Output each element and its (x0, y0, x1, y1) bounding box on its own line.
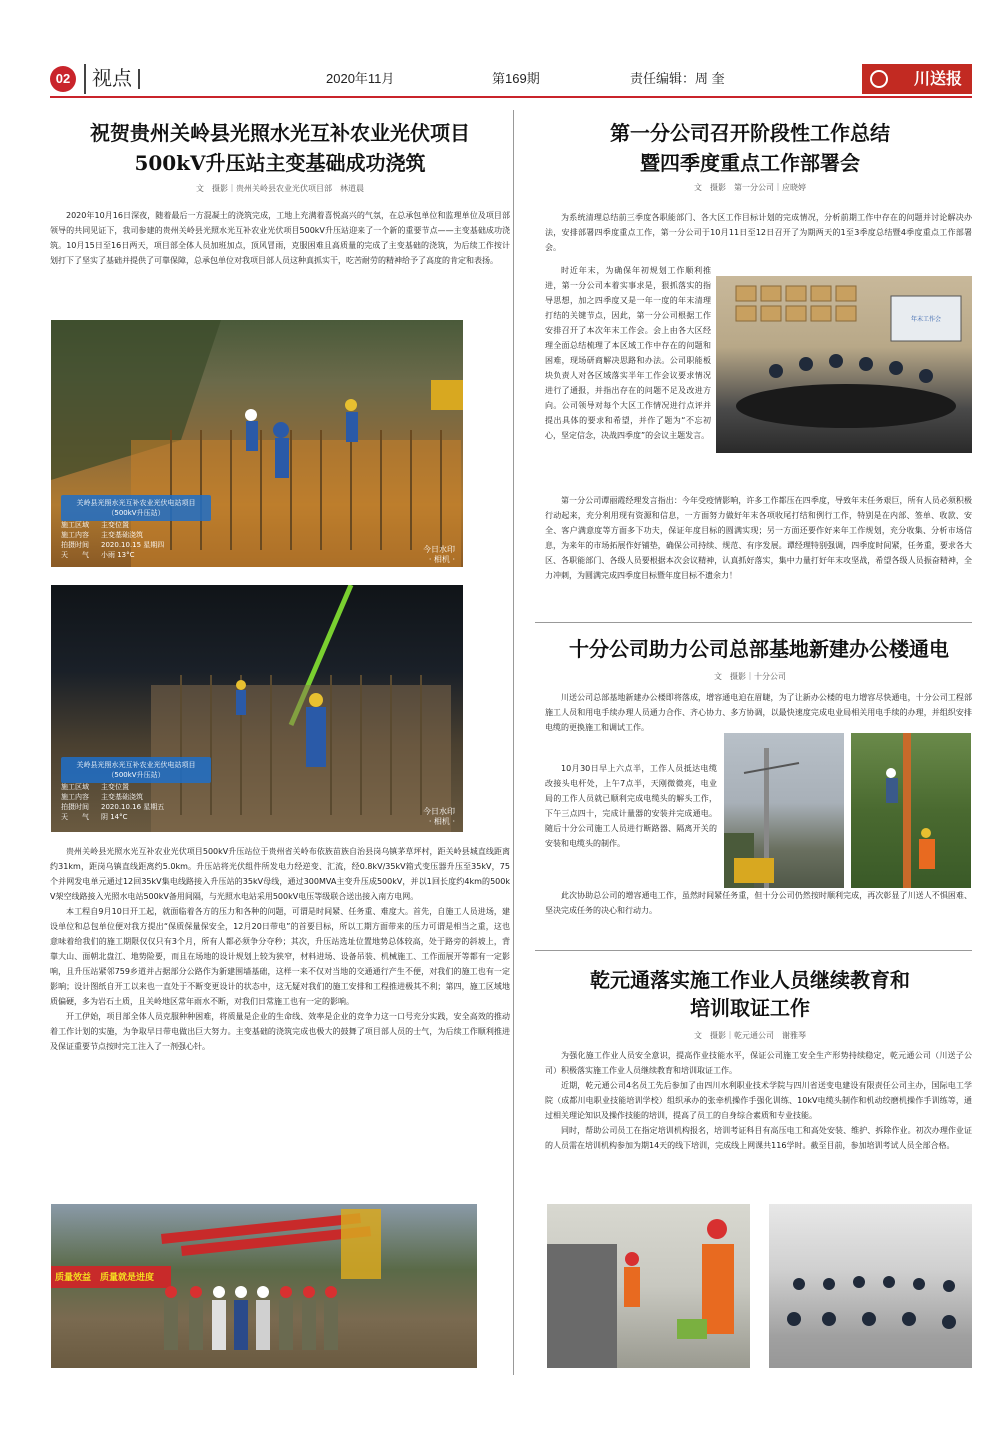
logo-text: 川送报 (913, 69, 962, 88)
watermark-line: 今日水印 (423, 545, 455, 554)
photo2-info (61, 782, 221, 822)
photo1-info-row (61, 540, 221, 550)
article1-title-line2: 500kV升压站主变基础成功浇筑 (134, 151, 426, 175)
info-key: 施工内容 (61, 793, 89, 801)
photo1-info-row (61, 550, 221, 560)
article4-title-line1: 乾元通落实施工作业人员继续教育和 (590, 968, 910, 992)
info-value: 主变位置 (101, 521, 129, 529)
article4-paragraph: 近期，乾元通公司4名员工先后参加了由四川水利职业技术学院与四川省送变电建设有限责任公司主办，国际电工学院（成都川电职业技能培训学校）组织承办的张牵机操作手强化训练、10kV电缆头制作和机动绞磨机操作手训练等，通过相关理论知识及操作技能的培训，提高了员工的自身综合素质和专业技能。 (545, 1081, 972, 1120)
info-value: 小雨 13°C (101, 551, 135, 559)
watermark-line: · 相机 · (428, 817, 455, 826)
article2-paragraph: 为系统清理总结前三季度各职能部门、各大区工作目标计划的完成情况，分析前期工作中存在的问题并讨论解决办法，安排部署四季度重点工作，第一分公司于10月11日至12日召开了为期两天的1至3季度总结暨4季度重点工作部署会。 (545, 213, 972, 252)
banner-slogan: 质量效益 质量就是进度 (55, 1273, 155, 1283)
article4-body (545, 1048, 972, 1153)
editor-credit: 责任编辑：周 奎 (630, 71, 725, 86)
article4-paragraph: 同时，帮助公司员工在指定培训机构报名，培训考证科目有高压电工和高处安装、维护、拆除作业。初次办理作业证的人员需在培训机构参加为期14天的线下培训，完成线上网课共116学时。截至目前，参加培训考试人员全部合格。 (545, 1126, 972, 1150)
article2-paragraph: 第一分公司谭丽霞经理发言指出：今年受疫情影响，许多工作都压在四季度，导致年末任务艰巨，所有人员必须积极行动起来，充分利用现有资源和信息，一方面努力做好年末各项收尾打结和例行工作，特别是在内部、签单、收款、安全、客户满意度等方面多下功夫，保证年度目标的圆满实现；另一方面还要作好来年工作规划，充分收集、分析市场信息，为来年的市场拓展作好铺垫，确保公司持续、规范、有序发展。谭经理特别强调，四季度时间紧，任务重，要求各大区、各职能部门、各级人员要根据本次会议精神，认真抓好落实，集中力量打好年末攻坚战，希望各级人员振奋精神，全力冲刺，为圆满完成四季度目标暨年度目标不遗余力！ (545, 496, 972, 580)
article2-byline: 文 摄影 第一分公司｜应晓婷 (694, 183, 806, 192)
training-photo-left (547, 1204, 750, 1368)
article3-byline: 文 摄影｜十分公司 (714, 672, 786, 681)
meeting-photo (716, 276, 972, 453)
info-value: 2020.10.16 星期五 (101, 803, 165, 811)
article2-paragraph: 时近年末，为确保年初规划工作顺利推进，第一分公司本着实事求是，狠抓落实的指导思想，加之四季度又是一年一度的年末清理打结的关键节点，因此，第一分公司根据工作安排召开了本次年末工作会。会上由各大区经理全面总结梳理了本区域工作中存在的问题和困难，现场研商解决思路和办法。公司职能板块负责人对各区域落实半年工作会议要求情况进行了通报，并指出存在的问题不足及改进方向。公司领导对每个大区工作情况进行点评并提出具体的要求和希望，并作了题为“不忘初心，坚定信念，决战四季度”的会议主题发言。 (545, 266, 711, 440)
header-rule (50, 96, 972, 98)
photo2-watermark (423, 807, 455, 827)
section-title: 视点 (84, 64, 132, 94)
article1-byline: 文 摄影｜贵州关岭县农业光伏项目部 林道晨 (196, 184, 364, 193)
screen-text: 年末工作会 (910, 316, 941, 323)
info-value: 主变基础浇筑 (101, 793, 143, 801)
photo1-caption: 关岭县光照水光互补农业光伏电站项目（500kV升压站） (61, 495, 211, 521)
article4-title (528, 966, 972, 1022)
article3-paragraph: 川送公司总部基地新建办公楼即将落成，增容通电迫在眉睫，为了让新办公楼的电力增容尽快通电，十分公司工程部施工人员和用电手续办理人员通力合作、齐心协力、多方协调，以最快速度完成电业局相关用电手续的办理，并组织安排电缆的更换施工和调试工作。 (545, 693, 972, 732)
article1-intro (50, 208, 510, 268)
header-divider (138, 69, 140, 89)
logo-mark-icon (870, 70, 888, 88)
photo2-info-row (61, 812, 221, 822)
article1-paragraph: 贵州关岭县光照水光互补农业光伏项目500kV升压站位于贵州省关岭布依族苗族自治县岗乌镇茅草坪村，距关岭县城直线距离约31km，距岗乌镇直线距离约5.0km。升压站将光伏组件所发电力经逆变、汇流，经0.8kV/35kV箱式变压器升压至35kV，75个并网发电单元通过12回35kV集电线路接入升压站的35kV母线，通过300MVA主变升压成500kV，并以1回长度约4km的500kV架空线路接入光照水电站500kV备用间隔，与光照水电站采用500kV电压等级联合送出接入南方电网。 (50, 847, 510, 901)
article1-paragraph: 本工程自9月10日开工起，就面临着各方的压力和各种的问题，可谓是时间紧、任务重、难度大。首先，自施工人员进场，建设单位和总包单位便对我方提出“保质保量保安全，12月20日带电”的首要目标，所以工期方面带来的压力可谓是相当之重，这也意味着给我们的施工期限仅仅只有3个月，所有人都必须争分夺秒；其次，升压站选址位置地势总体较高，处于路旁的斜坡上，背靠大山、面朝北盘江、地势险要，而且在场地的设计规划上较为狭窄，材料进场、设备吊装、机械施工、工作面展开等都有一定影响，且升压站紧邻759乡道并占据部分公路作为新建围墙基础，这样一来不仅对当地的交通通行产生不便，对我们的施工也有一定影响；设计图纸自开工以来也一直处于不断变更设计的状态中，这无疑对我们的施工安排和工程推进极其不利；第四，施工区域地质偏硬，多为岩石土质，且关岭地区常年雨水不断，对我们日常施工也有一定的影响。 (50, 907, 510, 1006)
pole-photo-right (851, 733, 971, 888)
article2-title-line2: 暨四季度重点工作部署会 (640, 151, 860, 175)
info-key: 拍摄时间 (61, 803, 89, 811)
article1-body (50, 844, 510, 1054)
article1-paragraph: 开工伊始，项目部全体人员克服种种困难，将质量是企业的生命线、效率是企业的竞争力这一口号充分实践，安全高效的推动着工作计划的实施，为争取早日带电做出巨大努力。主变基础的浇筑完成也极大的鼓舞了项目部人员的士气，为后续工作顺利推进及保证重要节点按时完工注入了一剂强心针。 (50, 1012, 510, 1051)
article4-paragraph: 为强化施工作业人员安全意识，提高作业技能水平，保证公司施工安全生产形势持续稳定，乾元通公司（川送子公司）积极落实施工作业人员继续教育和培训取证工作。 (545, 1051, 972, 1075)
article3-body-narrow (545, 761, 717, 851)
watermark-line: · 相机 · (428, 555, 455, 564)
photo2-info-row (61, 782, 221, 792)
photo2-info-row (61, 792, 221, 802)
construction-photo-night (51, 585, 463, 832)
info-key: 拍摄时间 (61, 541, 89, 549)
article4-title-line2: 培训取证工作 (690, 996, 810, 1020)
watermark-line: 今日水印 (423, 807, 455, 816)
pole-left-illustration (724, 733, 844, 888)
photo1-info (61, 520, 221, 560)
info-value: 主变基础浇筑 (101, 531, 143, 539)
issue-date: 2020年11月 (326, 71, 395, 86)
page-number-badge: 02 (50, 66, 76, 92)
construction-photo-day (51, 320, 463, 567)
pole-photo-left (724, 733, 844, 888)
training-photo-right (769, 1204, 972, 1368)
article3-paragraph: 此次协助总公司的增容通电工作，虽然时间紧任务重，但十分公司仍然按时顺利完成，再次彰显了川送人不惧困难、坚决完成任务的决心和行动力。 (545, 891, 972, 915)
article2-title (528, 118, 972, 178)
article1-paragraph: 2020年10月16日深夜，随着最后一方混凝土的浇筑完成，工地上充满着喜悦高兴的气氛，在总承包单位和监理单位及项目部领导的共同见证下，我司参建的贵州关岭县光照水光互补农业光伏项目500kV升压站迎来了一个新的重要节点——主变基础成功浇筑。10月15日至16日两天，项目部全体人员加班加点，顶风冒雨，克服困难且高质量的完成了主变基础的浇筑，为后续工作按计划打下了坚实了基础并提供了可靠保障，总承包单位对我项目部人员这种真抓实干，吃苦耐劳的精神给予了高度的肯定和表扬。 (50, 211, 510, 265)
article2-title-line1: 第一分公司召开阶段性工作总结 (610, 121, 890, 145)
article-divider (535, 950, 972, 951)
pole-right-illustration (851, 733, 971, 888)
meeting-illustration (716, 276, 972, 453)
info-value: 主变位置 (101, 783, 129, 791)
group-illustration (51, 1204, 477, 1368)
info-value: 阴 14°C (101, 813, 128, 821)
training-left-illustration (547, 1204, 750, 1368)
info-key: 施工区域 (61, 783, 89, 791)
article4-byline: 文 摄影｜乾元通公司 谢雅琴 (694, 1031, 806, 1040)
info-value: 2020.10.15 星期四 (101, 541, 165, 549)
info-key: 天 气 (61, 813, 89, 821)
article2-intro (545, 210, 972, 255)
article1-title-line1: 祝贺贵州关岭县光照水光互补农业光伏项目 (90, 121, 470, 145)
article-divider (535, 622, 972, 623)
newspaper-logo (862, 64, 972, 94)
photo2-info-row (61, 802, 221, 812)
article2-body (545, 493, 972, 583)
article3-title: 十分公司助力公司总部基地新建办公楼通电 (569, 637, 949, 661)
article3-paragraph: 10月30日早上六点半，工作人员抵达电缆改接头电杆处，上午7点半，天刚微微亮，电业局的工作人员就已顺利完成电缆头的解头工作，下午三点四十，完成计量器的安装并完成通电。随后十分公司施工人员进行断路器、隔离开关的安装和电缆头的制作。 (545, 764, 717, 848)
article1-title (50, 118, 510, 178)
article3-intro (545, 690, 972, 735)
info-key: 天 气 (61, 551, 89, 559)
photo1-watermark (423, 545, 455, 565)
issue-number: 第169期 (492, 71, 540, 86)
info-key: 施工内容 (61, 531, 89, 539)
article3-body (545, 888, 972, 918)
article2-body-narrow (545, 263, 711, 443)
column-divider (513, 110, 514, 1375)
training-right-illustration (769, 1204, 972, 1368)
photo2-caption: 关岭县光照水光互补农业光伏电站项目（500kV升压站） (61, 757, 211, 783)
photo1-info-row (61, 530, 221, 540)
group-photo (51, 1204, 477, 1368)
info-key: 施工区域 (61, 521, 89, 529)
photo1-info-row (61, 520, 221, 530)
page-header (50, 64, 972, 94)
